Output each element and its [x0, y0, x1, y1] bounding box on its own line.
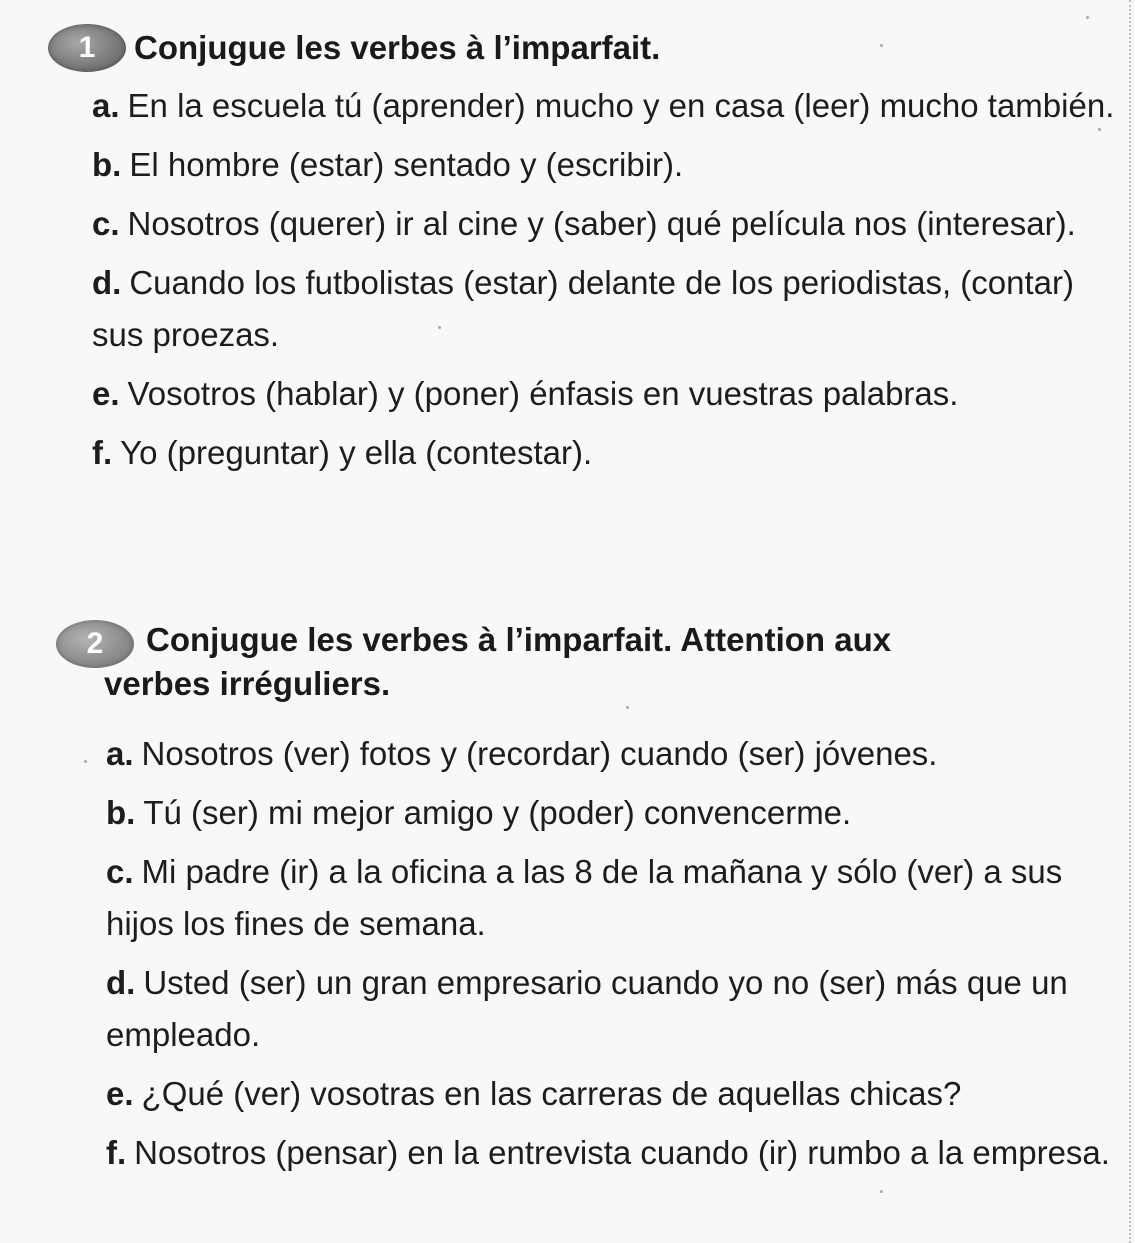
item-letter: f.: [106, 1134, 127, 1171]
item-text: Mi padre (ir) a la oficina a las 8 de la mañana y sólo (ver) a sus hijos los fines de semana.: [106, 853, 1063, 942]
scan-speck: [880, 1190, 883, 1193]
exercise-instruction: Conjugue les verbes à l’imparfait. Attention aux verbes irréguliers.: [104, 621, 892, 702]
scan-speck: [84, 760, 87, 763]
item-letter: c.: [106, 853, 134, 890]
exercise-item: [106, 1127, 1130, 1179]
exercise-item: [106, 728, 1130, 780]
item-text: Usted (ser) un gran empresario cuando yo no (ser) más que un empleado.: [106, 964, 1068, 1053]
item-letter: f.: [92, 434, 113, 471]
exercise-item: [92, 198, 1128, 250]
exercise-item: [92, 80, 1128, 132]
item-letter: d.: [92, 264, 122, 301]
exercise-item: [106, 1068, 1130, 1120]
exercise-instruction: Conjugue les verbes à l’imparfait.: [134, 29, 661, 66]
scan-speck: [626, 706, 629, 709]
exercise-items: [92, 80, 1128, 486]
item-text: ¿Qué (ver) vosotras en las carreras de aquellas chicas?: [141, 1075, 962, 1112]
item-text: Yo (preguntar) y ella (contestar).: [120, 434, 593, 471]
exercise-item: [106, 787, 1130, 839]
scan-speck: [1086, 16, 1089, 19]
item-text: Nosotros (ver) fotos y (recordar) cuando (ser) jóvenes.: [141, 735, 938, 772]
item-letter: b.: [106, 794, 136, 831]
item-letter: e.: [92, 375, 120, 412]
item-text: En la escuela tú (aprender) mucho y en casa (leer) mucho también.: [127, 87, 1115, 124]
exercise-item: [92, 368, 1128, 420]
exercise-item: [92, 427, 1128, 479]
exercise-item: [92, 257, 1128, 361]
exercise-item: [92, 139, 1128, 191]
item-text: Tú (ser) mi mejor amigo y (poder) convencerme.: [143, 794, 852, 831]
exercise-item: [106, 846, 1130, 950]
item-text: Cuando los futbolistas (estar) delante de los periodistas, (contar) sus proezas.: [92, 264, 1074, 353]
exercise-items: [106, 728, 1130, 1186]
exercise-item: [106, 957, 1130, 1061]
item-letter: b.: [92, 146, 122, 183]
item-letter: a.: [106, 735, 134, 772]
item-letter: d.: [106, 964, 136, 1001]
item-letter: e.: [106, 1075, 134, 1112]
item-letter: c.: [92, 205, 120, 242]
exercise-number-badge: 1: [48, 24, 126, 72]
exercise-number-badge: 2: [56, 620, 134, 668]
item-letter: a.: [92, 87, 120, 124]
item-text: Vosotros (hablar) y (poner) énfasis en vuestras palabras.: [127, 375, 959, 412]
item-text: Nosotros (pensar) en la entrevista cuando (ir) rumbo a la empresa.: [134, 1134, 1110, 1171]
item-text: El hombre (estar) sentado y (escribir).: [129, 146, 684, 183]
item-text: Nosotros (querer) ir al cine y (saber) qué película nos (interesar).: [127, 205, 1076, 242]
